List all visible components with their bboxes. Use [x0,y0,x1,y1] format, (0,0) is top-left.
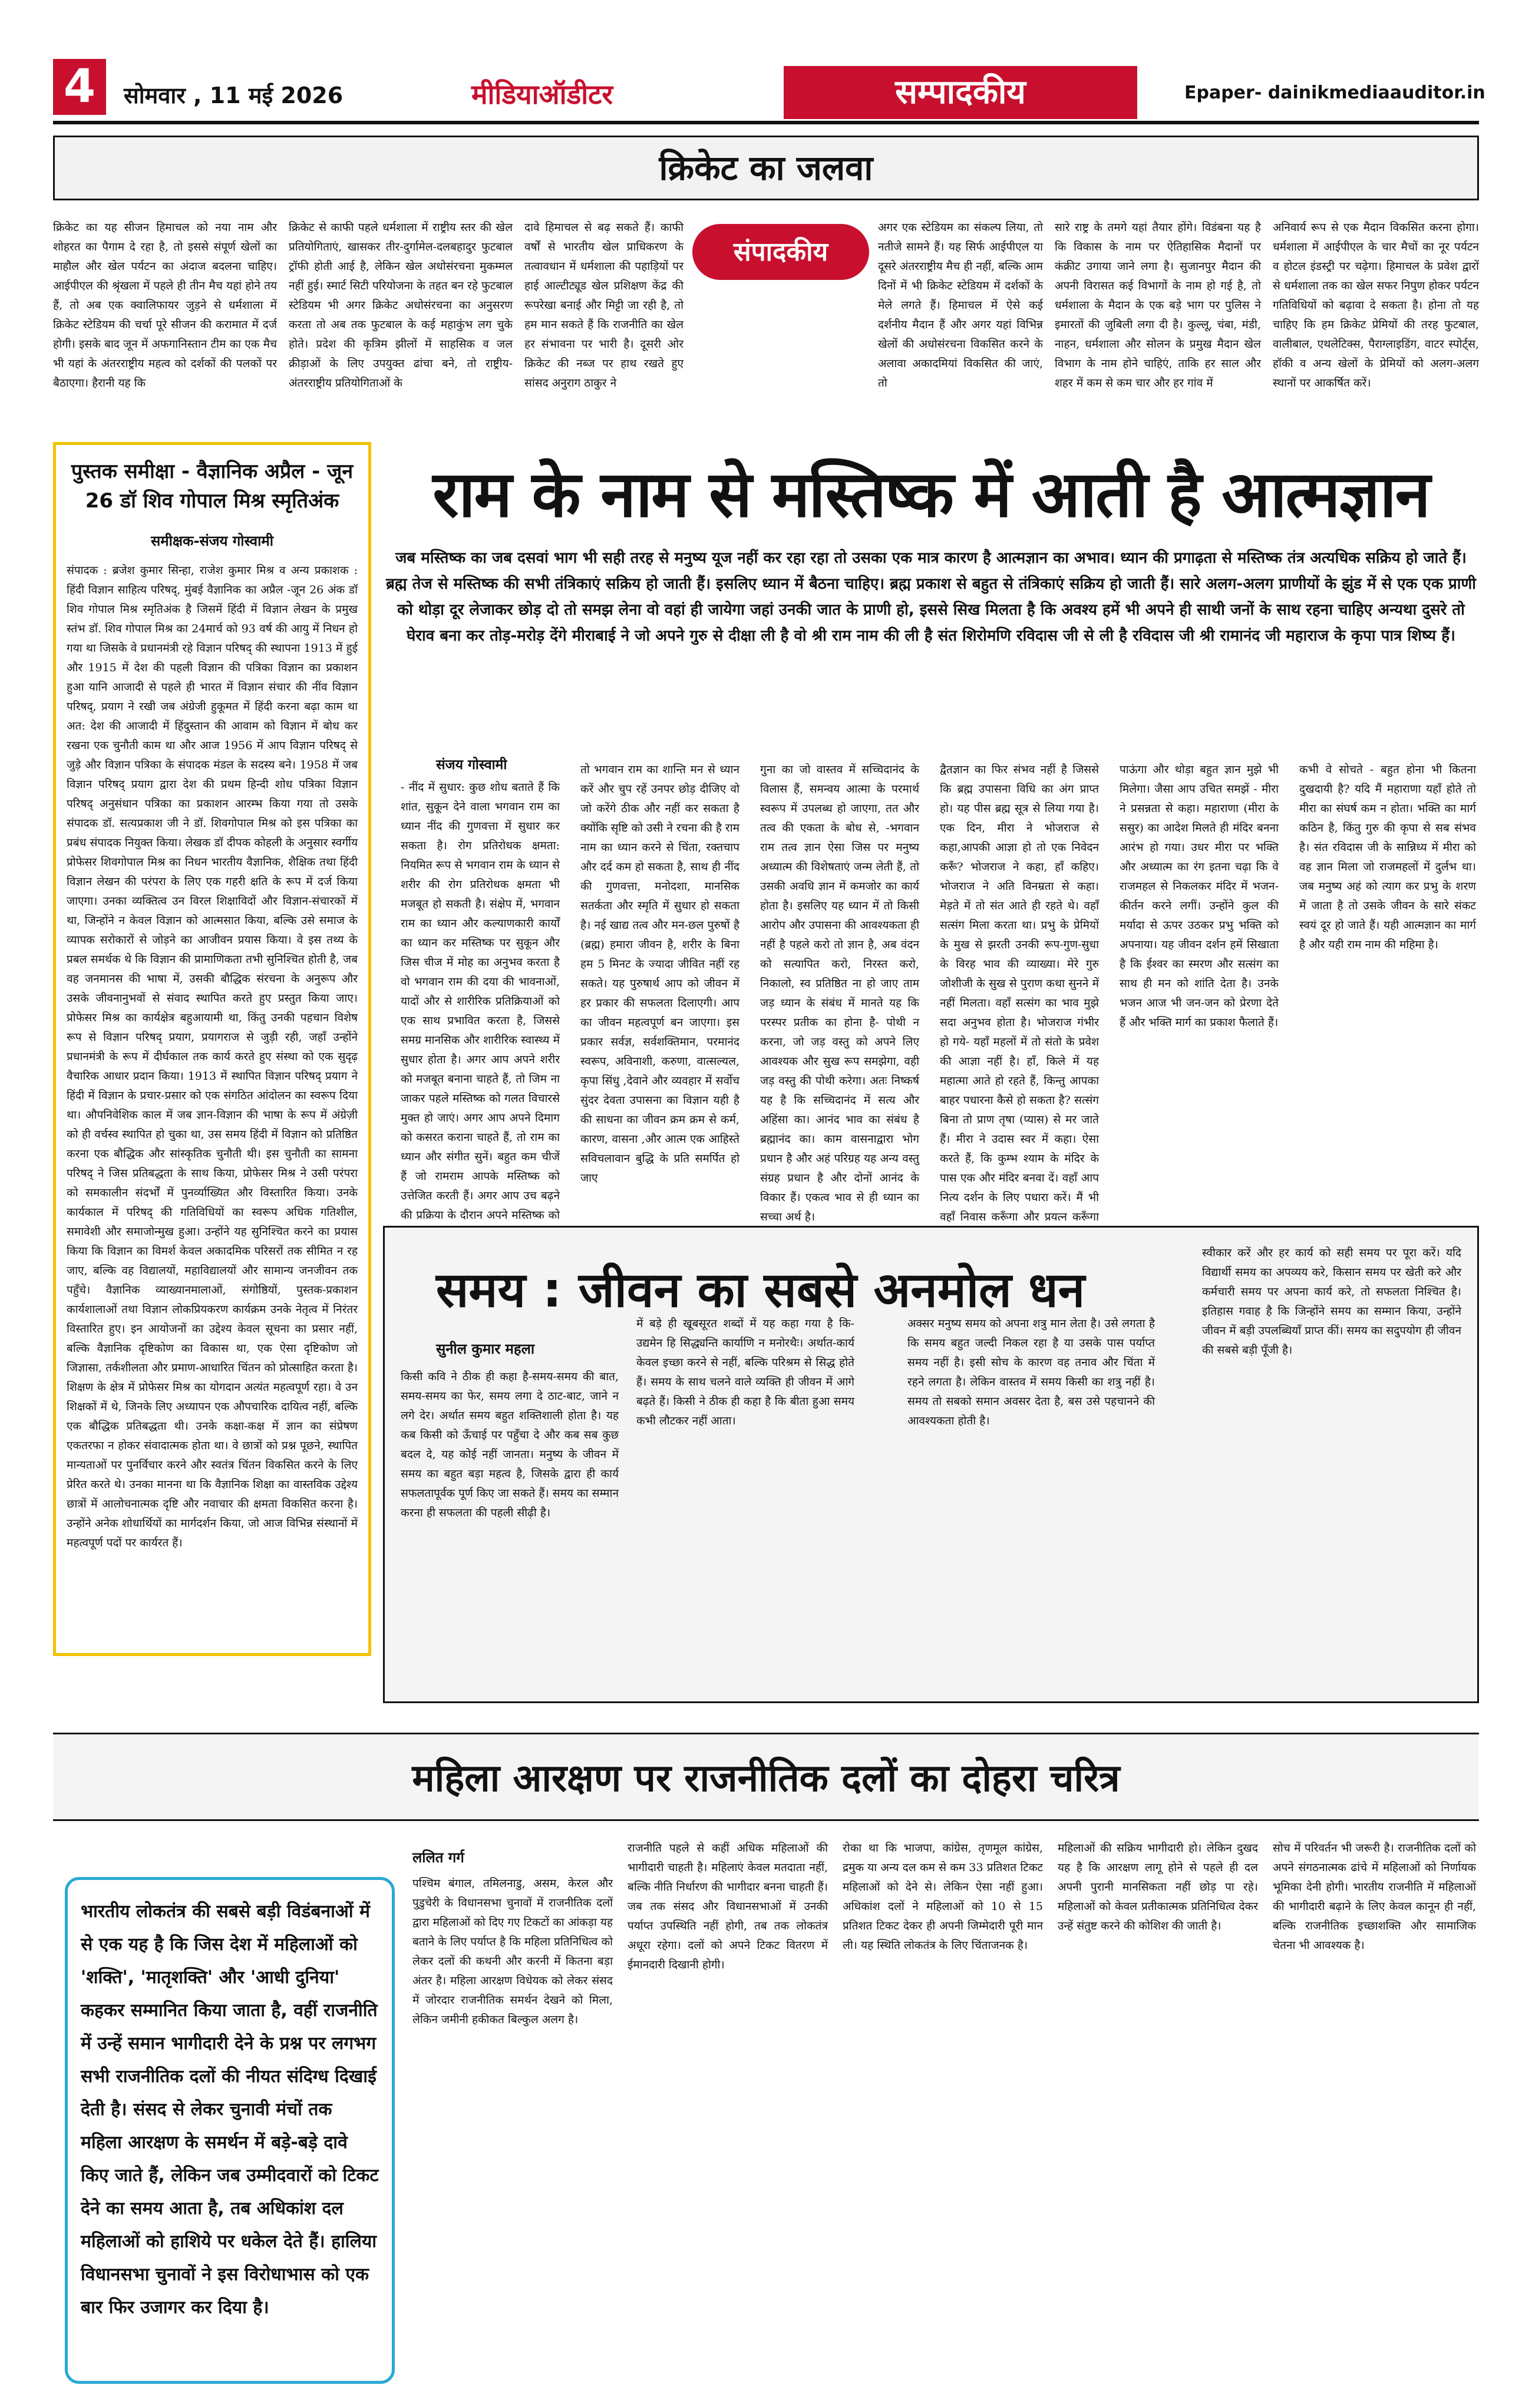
book-review-title: पुस्तक समीक्षा - वैज्ञानिक अप्रैल - जून 26 डॉ शिव गोपाल मिश्र स्मृतिअंक [71,460,354,513]
cricket-headline: क्रिकेट का जलवा [53,136,1479,200]
reservation-column-5: सोच में परिवर्तन भी जरूरी है। राजनीतिक दलों को अपने संगठनात्मक ढांचे में महिलाओं को निर्णायक भूमिका देनी होगी। भारतीय राजनीति में महिलाओं की भागीदारी बढ़ाने के लिए केवल कानून ही नहीं, बल्कि राजनीतिक इच्छाशक्ति और सामाजिक चेतना भी आवश्यक है। [1273,1842,1476,1952]
main-column-4: द्वैतज्ञान का फिर संभव नहीं है जिससे कि ब्रह्म उपासना विधि का अंग प्राप्त हो। यह पीस ब्रह्म सूत्र से लिया गया है। एक दिन, मीरा ने भोजराज से कहा,आपकी आज्ञा हो तो एक निवेदन करूँ? भोजराज ने कहा, हाँ कहिए। भोजराज ने अति विनम्रता से कहा। मेड़ते में तो संत आते ही रहते थे। वहाँ सत्संग मिला करता था। प्रभु के प्रेमियों के मुख से झरती उनकी रूप-गुण-सुधा के विरह भाव की व्याख्या। मेरे गुरु जोशीजी के सुख से पुराण कथा सुनने में नहीं मिलता। वहाँ सत्संग का भाव मुझे सदा अनुभव होता है। भोजराज गंभीर हो गये- यहाँ महलों में तो संतो के प्रवेश की आज्ञा नहीं है। हाँ, किले में यह महात्मा आते हो रहते हैं, किन्तु आपका बाहर पधारना कैसे हो सकता है? सत्संग बिना तो प्राण तृषा (प्यास) से मर जाते हैं। मीरा ने उदास स्वर में कहा। ऐसा करते हैं, कि कुम्भ श्याम के मंदिर के पास एक और मंदिर बनवा दें। वहाँ आप नित्य दर्शन के लिए पधारा करें। मैं भी वहाँ निवास करूँगा और प्रयत्न करूँगा [940,763,1099,1223]
reservation-headline: महिला आरक्षण पर राजनीतिक दलों का दोहरा चरित्र [53,1733,1479,1821]
reservation-column-1: पश्चिम बंगाल, तमिलनाडु, असम, केरल और पुडुचेरी के विधानसभा चुनावों में राजनीतिक दलों द्वारा महिलाओं को दिए गए टिकटों का आंकड़ा यह बताने के लिए पर्याप्त है कि महिला प्रतिनिधित्व को लेकर दलों की कथनी और करनी में कितना बड़ा अंतर है। महिला आरक्षण विधेयक को लेकर संसद में जोरदार राजनीतिक समर्थन देखने को मिला, लेकिन जमीनी हकीकत बिल्कुल अलग है। [412,1877,613,2026]
samay-column-4: स्वीकार करें और हर कार्य को सही समय पर पूरा करें। यदि विद्यार्थी समय का अपव्यय करे, किसान समय पर खेती करे और कर्मचारी समय पर अपना कार्य करे, तो सफलता निश्चित है। इतिहास गवाह है कि जिन्होंने समय का सम्मान किया, उन्होंने जीवन में बड़ी उपलब्धियाँ प्राप्त कीं। समय का सदुपयोग ही जीवन की सबसे बड़ी पूँजी है। [1202,1246,1461,1357]
reservation-author: ललित गर्ग [412,1849,464,1866]
samay-author: सुनील कुमार महला [436,1341,535,1357]
cricket-column-4: अगर एक स्टेडियम का संकल्प लिया, तो नतीजे सामने हैं। यह सिर्फ आईपीएल या दूसरे अंतरराष्ट्रीय मैच ही नहीं, बल्कि आम दिनों में भी क्रिकेट स्टेडियम में दर्शकों के मेले लगते हैं। हिमाचल में ऐसे कई दर्शनीय मैदान हैं और अगर यहां विभिन्न खेलों की अधोसंरचना विकसित करने के अलावा अकादमियां विकसित की जाएं, तो [878,221,1043,390]
main-headline: राम के नाम से मस्तिष्क में आती है आत्मज्ञान [432,458,1429,532]
main-column-5: पाऊंगा और थोड़ा बहुत ज्ञान मुझे भी मिलेगा। जैसा आप उचित समझें - मीरा ने प्रसन्नता से कहा। महाराणा (मीरा के ससुर) का आदेश मिलते ही मंदिर बनना आरंभ हो गया। उधर मीरा पर भक्ति और अध्यात्म का रंग इतना चढ़ा कि वे राजमहल से निकलकर मंदिर में भजन-कीर्तन करने लगीं। उन्होंने कुल की मर्यादा से ऊपर उठकर प्रभु भक्ति को अपनाया। यह जीवन दर्शन हमें सिखाता है कि ईश्वर का स्मरण और सत्संग का साथ ही मन को शांति देता है। उनके भजन आज भी जन-जन को प्रेरणा देते हैं और भक्ति मार्ग का प्रकाश फैलाते हैं। [1120,763,1279,1029]
section-title: सम्पादकीय [784,66,1137,119]
samay-column-2: में बड़े ही खूबसूरत शब्दों में यह कहा गया है कि- उद्यमेन हि सिद्ध्यन्ति कार्याणि न मनोरथैः। अर्थात-कार्य केवल इच्छा करने से नहीं, बल्कि परिश्रम से सिद्ध होते हैं। समय के साथ चलने वाले व्यक्ति ही जीवन में आगे बढ़ते हैं। किसी ने ठीक ही कहा है कि बीता हुआ समय कभी लौटकर नहीं आता। [636,1317,854,1427]
main-deck: जब मस्तिष्क का जब दसवां भाग भी सही तरह से मनुष्य यूज नहीं कर रहा रहा तो उसका एक मात्र कारण है आत्मज्ञान का अभाव। ध्यान की प्रगाढ़ता से मस्तिष्क तंत्र अत्यधिक सक्रिय हो जाते हैं। ब्रह्म तेज से मस्तिष्क की सभी तंत्रिकाएं सक्रिय हो जाती हैं। इसलिए ध्यान में बैठना चाहिए। ब्रह्म प्रकाश से बहुत से तंत्रिकाएं सक्रिय हो जाती हैं। सारे अलग-अलग प्राणीयों के झुंड में से एक एक प्राणी को थोड़ा दूर लेजाकर छोड़ दो तो समझ लेना वो वहां ही जायेगा जहां उनकी जात के प्राणी हो, इससे सिख मिलता है कि अवश्य हमें भी अपने ही साथी जनों के साथ रहना चाहिए अन्यथा दुसरे तो घेराव बना कर तोड़-मरोड़ देंगे मीराबाई ने जो अपने गुरु से दीक्षा ली है वो श्री राम नाम की ली है संत शिरोमणि रविदास जी से ली है रविदास जी श्री रामानंद जी महाराज के कृपा पात्र शिष्य हैं। [385,549,1477,645]
book-review-box [53,442,371,1656]
main-column-2: तो भगवान राम का शान्ति मन से ध्यान करें और चुप रहें उनपर छोड़ दीजिए वो जो करेंगे ठीक और नहीं कर सकता है क्योंकि सृष्टि को उसी ने रचना की है राम नाम का ध्यान करने से चिंता, रक्तचाप और दर्द कम हो सकता है, साथ ही नींद की गुणवत्ता, मनोदशा, मानसिक सतर्कता और स्मृति में सुधार हो सकता है। नई खाद्य तत्व और मन-छल पुरुषों है (ब्रह्म) हमारा जीवन है, शरीर के बिना हम 5 मिनट के ज्यादा जीवित नहीं रह सकते। यह पुरुषार्थ आप को जीवन में हर प्रकार की सफलता दिलाएगी। आप का जीवन महत्वपूर्ण बन जाएगा। इस प्रकार सर्वज्ञ, सर्वशक्तिमान, परमानंद स्वरूप, अविनाशी, करुणा, वात्सल्यल, कृपा सिंधु ,देवाने और व्यवहार में सर्वोच सुंदर देवता उपासना का विज्ञान यही है की साधना का जीवन क्रम क्रम से कर्म, कारण, वासना ,और आत्म एक आहिस्ते सविचलावान बुद्धि के प्रति समर्पित हो जाए [580,763,739,1185]
editorial-tag: संपादकीय [692,224,869,280]
cricket-column-2: क्रिकेट से काफी पहले धर्मशाला में राष्ट्रीय स्तर की खेल प्रतियोगिताएं, खासकर तीर-दुर्गामेल-दलबहादुर फुटबाल ट्रॉफी होती आई है, लेकिन खेल अधोसंरचना मुकम्मल नहीं हुई। स्मार्ट सिटी परियोजना के तहत बन रहे फुटबाल स्टेडियम भी अगर क्रिकेट अधोसंरचना का अनुसरण करता तो अब तक फुटबाल के कई महाकुंभ लग चुके होते। प्रदेश की कृत्रिम झीलों में साहसिक व जल क्रीड़ाओं के लिए उपयुक्त ढांचा बने, तो राष्ट्रीय-अंतरराष्ट्रीय प्रतियोगिताओं के [289,221,513,390]
issue-date: सोमवार , 11 मई 2026 [124,83,344,108]
main-author: संजय गोस्वामी [436,757,507,773]
main-column-1: - नींद में सुधार: कुछ शोध बताते हैं कि शांत, सुकून देने वाला भगवान राम का ध्यान नींद की गुणवत्ता में सुधार कर सकता है। रोग प्रतिरोधक क्षमता: नियमित रूप से भगवान राम के ध्यान से शरीर की रोग प्रतिरोधक क्षमता भी मजबूत हो सकती है। संक्षेप में, भगवान राम का ध्यान और कल्याणकारी कार्यों का ध्यान कर मस्तिष्क पर सुकून और जिस चीज में मोह का अनुभव करता है वो भगवान राम की दया की भावनाओं, यादों और से शारीरिक प्रतिक्रियाओं को एक साथ प्रभावित करता है, जिससे समग्र मानसिक और शारीरिक स्वास्थ्य में सुधार होता है। अगर आप अपने शरीर को मजबूत बनाना चाहते हैं, तो जिम ना जाकर पहले मस्तिष्क को गलत विचारसे मुक्त हो जाएं। अगर आप अपने दिमाग को कसरत कराना चाहते हैं, तो राम का ध्यान और संगीत सुनें। बहुत कम चीजें हैं जो रामराम आपके मस्तिष्क को उत्तेजित करती हैं। अगर आप उच बढ़ने की प्रक्रिया के दौरान अपने मस्तिष्क को [401,781,560,1222]
main-column-3: गुना का जो वास्तव में सच्चिदानंद के विलास हैं, समन्वय आत्मा के परमार्थ स्वरूप में उपलब्ध हो जाएगा, तत और तत्व की एकता के बोध से, -भगवान राम तत्व ज्ञान ऐसा जिस पर मनुष्य अध्यात्म की विशेषताएं जन्म लेती हैं, तो उसकी अवधि ज्ञान में कमजोर का कार्य होता है। इसलिए यह ध्यान में तो किसी आरोप और उपासना की आवश्यकता ही नहीं है पहले करो तो ज्ञान है, अब वंदन को सत्यापित करो, निरस्त करो, निकालो, स्व प्रतिष्ठित ना हो जाए ताम जड़ ध्यान के संबंध में मानते यह कि परस्पर प्रतीक का होना है- पोथी न करना, जो जड़ वस्तु को अपने लिए आवश्यक और सुख रूप समझेगा, वही जड़ वस्तु की पोथी करेगा। अतः निष्कर्ष यह है कि सच्चिदानंद में सत्य और अहिंसा का। आनंद भाव का संबंध है ब्रह्मानंद का। काम वासनाद्वारा भोग प्रधान है और अहं परिग्रह यह अन्य वस्तु संग्रह प्रधान है और दोनों आनंद के विकार हैं। एकत्व भाव से ही ध्यान का सच्चा अर्थ है। [760,763,919,1223]
reservation-column-4: महिलाओं की सक्रिय भागीदारी हो। लेकिन दुखद यह है कि आरक्षण लागू होने से पहले ही दल अपनी पुरानी मानसिकता नहीं छोड़ पा रहे। महिलाओं को केवल प्रतीकात्मक प्रतिनिधित्व देकर उन्हें संतुष्ट करने की कोशिश की जाती है। [1058,1842,1258,1932]
samay-column-3: अक्सर मनुष्य समय को अपना शत्रु मान लेता है। उसे लगता है कि समय बहुत जल्दी निकल रहा है या उसके पास पर्याप्त समय नहीं है। इसी सोच के कारण वह तनाव और चिंता में रहने लगता है। लेकिन वास्तव में समय किसी का शत्रु नहीं है। समय तो सबको समान अवसर देता है, बस उसे पहचानने की आवश्यकता होती है। [907,1317,1155,1427]
main-column-6: कभी वे सोचते - बहुत होना भी कितना दुखदायी है? यदि मैं महाराणा यहाँ होते तो मीरा का संघर्ष कम न होता। भक्ति का मार्ग कठिन है, किंतु गुरु की कृपा से सब संभव है। संत रविदास जी के सान्निध्य में मीरा को वह ज्ञान मिला जो राजमहलों में दुर्लभ था। जब मनुष्य अहं को त्याग कर प्रभु के शरण में जाता है तो उसके जीवन के सारे संकट स्वयं दूर हो जाते हैं। यही आत्मज्ञान का मार्ग है और यही राम नाम की महिमा है। [1299,763,1476,951]
samay-headline: समय : जीवन का सबसे अनमोल धन [436,1262,1085,1318]
book-review-author: समीक्षक-संजय गोस्वामी [151,533,273,549]
newspaper-brand: मीडियाऑडीटर [471,78,613,110]
reservation-column-2: राजनीति पहले से कहीं अधिक महिलाओं की भागीदारी चाहती है। महिलाएं केवल मतदाता नहीं, बल्कि नीति निर्धारण की भागीदार बनना चाहती हैं। जब तक संसद और विधानसभाओं में उनकी पर्याप्त उपस्थिति नहीं होगी, तब तक लोकतंत्र अधूरा रहेगा। दलों को अपने टिकट वितरण में ईमानदारी दिखानी होगी। [628,1842,828,1971]
cricket-column-1: क्रिकेट का यह सीजन हिमाचल को नया नाम और शोहरत का पैगाम दे रहा है, तो इससे संपूर्ण खेलों का माहौल और खेल पर्यटन का अंदाज बदलना चाहिए। आईपीएल की श्रृंखला में पहले ही तीन मैच यहां होने तय हैं, तो अब एक क्वालिफायर जुड़ने से धर्मशाला में क्रिकेट स्टेडियम की चर्चा पूरे सीजन की करामात में दर्ज होगी। इसके बाद जून में अफगानिस्तान टीम का एक मैच भी यहां के अंतरराष्ट्रीय महत्व को दर्शकों की पलकों पर बैठाएगा। हैरानी यह कि [53,221,277,390]
cricket-column-3: दावे हिमाचल से बढ़ सकते हैं। काफी वर्षों से भारतीय खेल प्राधिकरण के तत्वावधान में धर्मशाला की पहाड़ियों पर हाई आल्टीट्यूड खेल प्रशिक्षण केंद्र की रूपरेखा बनाई और मिट्टी जा रही है, तो हम मान सकते हैं कि राजनीति का खेल हर संभावना पर भारी है। दूसरी ओर क्रिकेट की नब्ज पर हाथ रखते हुए सांसद अनुराग ठाकुर ने [524,221,684,390]
epaper-link[interactable]: Epaper- dainikmediaauditor.in [1184,83,1485,103]
page-number: 4 [53,59,106,115]
cricket-column-6: अनिवार्य रूप से एक मैदान विकसित करना होगा। धर्मशाला में आईपीएल के चार मैचों का नूर पर्यटन व होटल इंडस्ट्री पर चढ़ेगा। हिमाचल के प्रवेश द्वारों से धर्मशाला तक का खेल सफर निपुण होकर पर्यटन गतिविधियों को बढ़ावा दे सकता है। होना तो यह चाहिए कि हम क्रिकेट प्रेमियों की तरह फुटबाल, वालीबाल, एथलेटिक्स, पैराग्लाइडिंग, वाटर स्पोर्ट्स, हॉकी व अन्य खेलों के प्रेमियों को अलग-अलग स्थानों पर आकर्षित करें। [1273,221,1479,390]
samay-column-1: किसी कवि ने ठीक ही कहा है-समय-समय की बात, समय-समय का फेर, समय लगा दे ठाट-बाट, जाने न लगे देर। अर्थात समय बहुत शक्तिशाली होता है। यह कब किसी को ऊँचाई पर पहुँचा दे और कब सब कुछ बदल दे, यह कोई नहीं जानता। मनुष्य के जीवन में समय का बहुत बड़ा महत्व है, जिसके द्वारा ही कार्य सफलतापूर्वक पूर्ण किए जा सकते हैं। समय का सम्मान करना ही सफलता की पहली सीढ़ी है। [401,1370,619,1519]
reservation-pullquote: भारतीय लोकतंत्र की सबसे बड़ी विडंबनाओं में से एक यह है कि जिस देश में महिलाओं को 'शक्ति', 'मातृशक्ति' और 'आधी दुनिया' कहकर सम्मानित किया जाता है, वहीं राजनीति में उन्हें समान भागीदारी देने के प्रश्न पर लगभग सभी राजनीतिक दलों की नीयत संदिग्ध दिखाई देती है। संसद से लेकर चुनावी मंचों तक महिला आरक्षण के समर्थन में बड़े-बड़े दावे किए जाते हैं, लेकिन जब उम्मीदवारों को टिकट देने का समय आता है, तब अधिकांश दल महिलाओं को हाशिये पर धकेल देते हैं। हालिया विधानसभा चुनावों ने इस विरोधाभास को एक बार फिर उजागर कर दिया है। [65,1877,395,2384]
cricket-column-5: सारे राष्ट्र के तमगे यहां तैयार होंगे। विडंबना यह है कि विकास के नाम पर ऐतिहासिक मैदानों पर कंक्रीट उगाया जाने लगा है। सुजानपुर मैदान की अपनी विरासत कई विभागों के नाम हो गई है, तो धर्मशाला के मैदान के एक बड़े भाग पर पुलिस ने इमारतों की जुबिली लगा दी है। कुल्लू, चंबा, मंडी, नाहन, धर्मशाला और सोलन के प्रमुख मैदान खेल विभाग के नाम होने चाहिएं, ताकि हर साल और शहर में कम से कम चार और हर गांव में [1055,221,1261,390]
masthead-divider [53,121,1479,124]
book-review-body: संपादक : ब्रजेश कुमार सिन्हा, राजेश कुमार मिश्र व अन्य प्रकाशक : हिंदी विज्ञान साहित्य परिषद्, मुंबई वैज्ञानिक का अप्रैल -जून 26 अंक डॉ शिव गोपाल मिश्र स्मृतिअंक है जिसमें हिंदी में विज्ञान लेखन के प्रमुख स्तंभ डॉ. शिव गोपाल मिश्र का 24मार्च को 93 वर्ष की आयु में निधन हो गया था जिसके वे प्रधानमंत्री रहे विज्ञान परिषद् की स्थापना 1913 में हुई और 1915 में देश की पहली विज्ञान की पत्रिका विज्ञान का प्रकाशन हुआ यानि आजादी से पहले ही भारत में विज्ञान संचार की नींव विज्ञान परिषद्, प्रयाग ने रखी जब अंग्रेजी हुकूमत में हिंदी करना बढ़ा काम था अत: देश की आजादी में हिंदुस्तान की आवाम को विज्ञान में बोध कर रखना एक चुनौती काम था और आज 1956 में आप विज्ञान परिषद् से जुड़े और विज्ञान पत्रिका के संपादक मंडल के सदस्य बने। 1958 में जब विज्ञान परिषद् प्रयाग द्वारा देश की प्रथम हिन्दी शोध पत्रिका विज्ञान परिषद् अनुसंधान पत्रिका का प्रकाशन आरम्भ किया गया तो उसके संपादक डॉ. सत्यप्रकाश जी ने डॉ. शिवगोपाल मिश्र को इस पत्रिका का प्रबंध संपादक नियुक्त किया। लेखक डॉ दीपक कोहली के अनुसार स्वर्गीय प्रोफेसर शिवगोपाल मिश्र का निधन भारतीय वैज्ञानिक, शैक्षिक तथा हिंदी विज्ञान लेखन की परंपरा के लिए एक गहरी क्षति के रूप में दर्ज किया जाएगा। उनका व्यक्तित्व उन विरल शिक्षाविदों और विज्ञान-संचारकों में था, जिन्होंने न केवल विज्ञान को आत्मसात किया, बल्कि उसे समाज के व्यापक सरोकारों से जोड़ने का आजीवन प्रयास किया। वे इस तथ्य के प्रबल समर्थक थे कि विज्ञान की प्रामाणिकता तभी सुनिश्चित होती है, जब वह जनमानस की भाषा में, उसकी बौद्धिक संरचना के अनुरूप और उसके जीवनानुभवों से संवाद स्थापित करते हुए प्रस्तुत किया जाए। प्रोफेसर मिश्र का कार्यक्षेत्र बहुआयामी था, किंतु उनकी पहचान विशेष रूप से विज्ञान परिषद् प्रयाग, प्रयागराज से जुड़ी रही, जहाँ उन्होंने प्रधानमंत्री के रूप में दीर्घकाल तक कार्य करते हुए संस्था को एक सुदृढ़ वैचारिक आधार प्रदान किया। 1913 में स्थापित विज्ञान परिषद् प्रयाग ने हिंदी में विज्ञान के प्रचार-प्रसार को एक संगठित आंदोलन का स्वरूप दिया था। औपनिवेशिक काल में जब ज्ञान-विज्ञान की भाषा के रूप में अंग्रेज़ी को ही वर्चस्व स्थापित हो चुका था, उस समय हिंदी में विज्ञान को प्रतिष्ठित करना एक बौद्धिक और सांस्कृतिक चुनौती थी। इस चुनौती का सामना परिषद् ने जिस प्रतिबद्धता के साथ किया, प्रोफेसर मिश्र ने उसी परंपरा को समकालीन संदर्भों में पुनर्व्याख्यित और विस्तारित किया। उनके कार्यकाल में परिषद् की गतिविधियों का स्वरूप अधिक गतिशील, समावेशी और समाजोन्मुख हुआ। उन्होंने यह सुनिश्चित करने का प्रयास किया कि विज्ञान का विमर्श केवल अकादमिक परिसरों तक सीमित न रह जाए, बल्कि वह विद्यालयों, महाविद्यालयों और सामान्य जनजीवन तक पहुँचे। वैज्ञानिक व्याख्यानमालाओं, संगोष्ठियों, पुस्तक-प्रकाशन कार्यशालाओं तथा विज्ञान लोकप्रियकरण कार्यक्रम उनके नेतृत्व में निरंतर विस्तारित हुए। इन आयोजनों का उद्देश्य केवल सूचना का प्रसार नहीं, बल्कि वैज्ञानिक दृष्टिकोण का विकास था, एक ऐसा दृष्टिकोण जो जिज्ञासा, तर्कशीलता और प्रमाण-आधारित चिंतन को प्रोत्साहित करता है। शिक्षण के क्षेत्र में प्रोफेसर मिश्र का योगदान अत्यंत महत्वपूर्ण रहा। वे उन शिक्षकों में थे, जिनके लिए अध्यापन एक औपचारिक दायित्व नहीं, बल्कि एक बौद्धिक प्रतिबद्धता थी। उनके कक्षा-कक्ष में ज्ञान का संप्रेषण एकतरफा न होकर संवादात्मक होता था। वे छात्रों को प्रश्न पूछने, स्थापित मान्यताओं पर पुनर्विचार करने और स्वतंत्र चिंतन विकसित करने के लिए प्रेरित करते थे। उनका मानना था कि वैज्ञानिक शिक्षा का वास्तविक उद्देश्य छात्रों में आलोचनात्मक दृष्टि और नवाचार की क्षमता विकसित करना है। उन्होंने अनेक शोधार्थियों का मार्गदर्शन किया, जो आज विभिन्न संस्थानों में महत्वपूर्ण पदों पर कार्यरत हैं। [67,564,358,1549]
reservation-column-3: रोका था कि भाजपा, कांग्रेस, तृणमूल कांग्रेस, द्रमुक या अन्य दल कम से कम 33 प्रतिशत टिकट महिलाओं को देने से। लेकिन ऐसा नहीं हुआ। अधिकांश दलों ने महिलाओं को 10 से 15 प्रतिशत टिकट देकर ही अपनी जिम्मेदारी पूरी मान ली। यह स्थिति लोकतंत्र के लिए चिंताजनक है। [843,1842,1043,1952]
